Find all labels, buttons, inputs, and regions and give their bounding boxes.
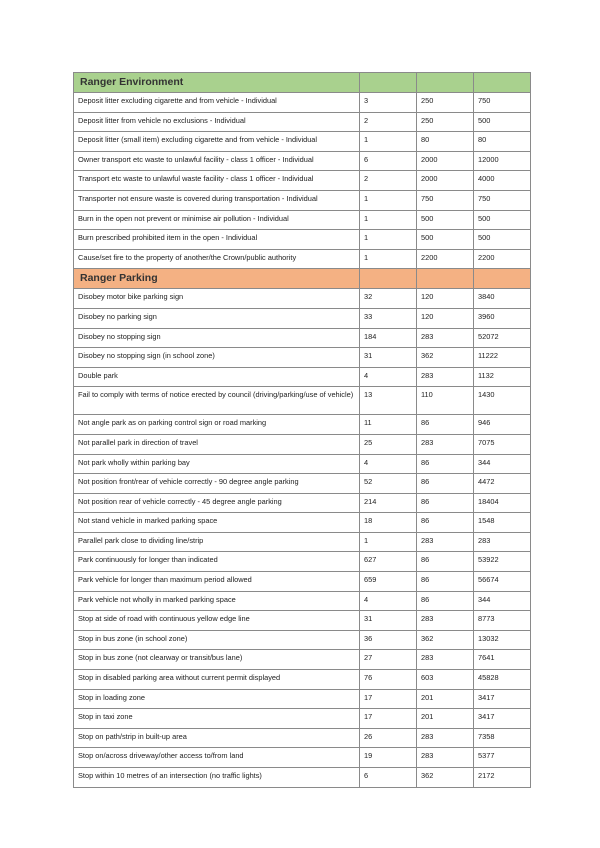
offence-description-cell: Stop on/across driveway/other access to/from land (74, 748, 360, 768)
fee-cell: 2000 (417, 171, 474, 191)
total-cell: 2200 (474, 249, 531, 269)
table-row (74, 728, 531, 748)
total-cell: 500 (474, 230, 531, 250)
fee-cell: 283 (417, 728, 474, 748)
table-row (74, 230, 531, 250)
offence-description-cell: Parallel park close to dividing line/strip (74, 532, 360, 552)
table-row (74, 171, 531, 191)
offence-description-cell: Not stand vehicle in marked parking space (74, 513, 360, 533)
total-cell: 3417 (474, 689, 531, 709)
section-header-row (74, 269, 531, 289)
count-cell: 17 (360, 709, 417, 729)
count-cell: 1 (360, 230, 417, 250)
table-row (74, 249, 531, 269)
offence-description-cell: Deposit litter (small item) excluding cigarette and from vehicle - Individual (74, 132, 360, 152)
count-cell: 627 (360, 552, 417, 572)
count-cell: 184 (360, 328, 417, 348)
table-row (74, 190, 531, 210)
fee-cell: 500 (417, 230, 474, 250)
table-row (74, 474, 531, 494)
offence-description-cell: Owner transport etc waste to unlawful facility - class 1 officer - Individual (74, 151, 360, 171)
table-row (74, 367, 531, 387)
table-row (74, 670, 531, 690)
fee-cell: 362 (417, 348, 474, 368)
fee-cell: 362 (417, 768, 474, 788)
offence-description-cell: Park vehicle for longer than maximum period allowed (74, 572, 360, 592)
total-cell: 18404 (474, 493, 531, 513)
total-cell: 283 (474, 532, 531, 552)
table-row (74, 348, 531, 368)
offence-description-cell: Cause/set fire to the property of another/the Crown/public authority (74, 249, 360, 269)
table-row (74, 308, 531, 328)
section-title: Ranger Parking (74, 269, 360, 289)
offence-description-cell: Disobey no stopping sign (in school zone) (74, 348, 360, 368)
count-cell: 6 (360, 151, 417, 171)
offence-description-cell: Park vehicle not wholly in marked parking space (74, 591, 360, 611)
offence-description-cell: Double park (74, 367, 360, 387)
offence-description-cell: Transport etc waste to unlawful waste facility - class 1 officer - Individual (74, 171, 360, 191)
fee-cell: 86 (417, 493, 474, 513)
total-cell: 4000 (474, 171, 531, 191)
total-cell: 80 (474, 132, 531, 152)
offence-description-cell: Stop in disabled parking area without current permit displayed (74, 670, 360, 690)
fee-cell: 362 (417, 630, 474, 650)
count-cell: 4 (360, 454, 417, 474)
offence-description-cell: Stop on path/strip in built-up area (74, 728, 360, 748)
count-cell: 13 (360, 387, 417, 415)
count-cell: 76 (360, 670, 417, 690)
total-cell: 1548 (474, 513, 531, 533)
table-row (74, 532, 531, 552)
total-cell: 3840 (474, 289, 531, 309)
table-row (74, 289, 531, 309)
table-row (74, 611, 531, 631)
total-cell: 1430 (474, 387, 531, 415)
offence-description-cell: Burn in the open not prevent or minimise air pollution - Individual (74, 210, 360, 230)
total-cell: 750 (474, 190, 531, 210)
table-row (74, 328, 531, 348)
offence-description-cell: Transporter not ensure waste is covered during transportation - Individual (74, 190, 360, 210)
section-header-empty-cell (474, 269, 531, 289)
offence-description-cell: Deposit litter excluding cigarette and from vehicle - Individual (74, 93, 360, 113)
fee-cell: 80 (417, 132, 474, 152)
fee-cell: 283 (417, 434, 474, 454)
total-cell: 53922 (474, 552, 531, 572)
total-cell: 7641 (474, 650, 531, 670)
fee-cell: 120 (417, 308, 474, 328)
count-cell: 31 (360, 611, 417, 631)
table-row (74, 151, 531, 171)
total-cell: 4472 (474, 474, 531, 494)
table-row (74, 748, 531, 768)
count-cell: 1 (360, 132, 417, 152)
offence-description-cell: Stop within 10 metres of an intersection (no traffic lights) (74, 768, 360, 788)
fee-cell: 86 (417, 474, 474, 494)
table-row (74, 630, 531, 650)
count-cell: 214 (360, 493, 417, 513)
table-row (74, 210, 531, 230)
fee-cell: 250 (417, 93, 474, 113)
offence-description-cell: Disobey no stopping sign (74, 328, 360, 348)
offence-description-cell: Stop at side of road with continuous yellow edge line (74, 611, 360, 631)
count-cell: 1 (360, 210, 417, 230)
count-cell: 18 (360, 513, 417, 533)
offence-description-cell: Not park wholly within parking bay (74, 454, 360, 474)
count-cell: 4 (360, 367, 417, 387)
count-cell: 33 (360, 308, 417, 328)
offence-description-cell: Not position rear of vehicle correctly - 45 degree angle parking (74, 493, 360, 513)
total-cell: 45828 (474, 670, 531, 690)
total-cell: 11222 (474, 348, 531, 368)
total-cell: 344 (474, 591, 531, 611)
offence-description-cell: Stop in bus zone (in school zone) (74, 630, 360, 650)
fee-cell: 86 (417, 591, 474, 611)
fee-cell: 86 (417, 513, 474, 533)
fee-cell: 86 (417, 454, 474, 474)
section-title: Ranger Environment (74, 73, 360, 93)
fee-cell: 283 (417, 328, 474, 348)
offence-description-cell: Deposit litter from vehicle no exclusions - Individual (74, 112, 360, 132)
total-cell: 3417 (474, 709, 531, 729)
total-cell: 3960 (474, 308, 531, 328)
section-header-empty-cell (474, 73, 531, 93)
total-cell: 8773 (474, 611, 531, 631)
count-cell: 52 (360, 474, 417, 494)
count-cell: 27 (360, 650, 417, 670)
fee-cell: 86 (417, 572, 474, 592)
fee-cell: 201 (417, 689, 474, 709)
offence-description-cell: Park continuously for longer than indicated (74, 552, 360, 572)
table-row (74, 768, 531, 788)
offence-description-cell: Burn prescribed prohibited item in the open - Individual (74, 230, 360, 250)
count-cell: 17 (360, 689, 417, 709)
offence-description-cell: Disobey no parking sign (74, 308, 360, 328)
total-cell: 56674 (474, 572, 531, 592)
table-row (74, 132, 531, 152)
table-row (74, 709, 531, 729)
fee-cell: 283 (417, 650, 474, 670)
count-cell: 36 (360, 630, 417, 650)
fee-cell: 750 (417, 190, 474, 210)
total-cell: 946 (474, 415, 531, 435)
table-row (74, 591, 531, 611)
fee-cell: 500 (417, 210, 474, 230)
table-row (74, 434, 531, 454)
count-cell: 26 (360, 728, 417, 748)
offence-description-cell: Not parallel park in direction of travel (74, 434, 360, 454)
fee-cell: 603 (417, 670, 474, 690)
fee-cell: 283 (417, 611, 474, 631)
count-cell: 2 (360, 112, 417, 132)
table-row (74, 112, 531, 132)
offence-description-cell: Not angle park as on parking control sign or road marking (74, 415, 360, 435)
fee-cell: 283 (417, 532, 474, 552)
count-cell: 32 (360, 289, 417, 309)
total-cell: 13032 (474, 630, 531, 650)
offence-description-cell: Stop in loading zone (74, 689, 360, 709)
offences-table-body (74, 73, 531, 788)
total-cell: 2172 (474, 768, 531, 788)
table-row (74, 552, 531, 572)
total-cell: 500 (474, 112, 531, 132)
table-row (74, 454, 531, 474)
table-row (74, 93, 531, 113)
fee-cell: 120 (417, 289, 474, 309)
total-cell: 344 (474, 454, 531, 474)
count-cell: 31 (360, 348, 417, 368)
count-cell: 1 (360, 532, 417, 552)
count-cell: 11 (360, 415, 417, 435)
table-row (74, 415, 531, 435)
offence-description-cell: Stop in taxi zone (74, 709, 360, 729)
section-header-empty-cell (360, 73, 417, 93)
offence-description-cell: Disobey motor bike parking sign (74, 289, 360, 309)
total-cell: 500 (474, 210, 531, 230)
fee-cell: 2000 (417, 151, 474, 171)
total-cell: 750 (474, 93, 531, 113)
section-header-empty-cell (360, 269, 417, 289)
fee-cell: 86 (417, 552, 474, 572)
total-cell: 12000 (474, 151, 531, 171)
fee-cell: 250 (417, 112, 474, 132)
section-header-empty-cell (417, 73, 474, 93)
table-row (74, 387, 531, 415)
count-cell: 4 (360, 591, 417, 611)
table-row (74, 689, 531, 709)
offences-table (73, 72, 531, 788)
count-cell: 1 (360, 249, 417, 269)
table-row (74, 493, 531, 513)
section-header-row (74, 73, 531, 93)
count-cell: 659 (360, 572, 417, 592)
count-cell: 6 (360, 768, 417, 788)
table-row (74, 572, 531, 592)
count-cell: 19 (360, 748, 417, 768)
table-row (74, 650, 531, 670)
offence-description-cell: Not position front/rear of vehicle correctly - 90 degree angle parking (74, 474, 360, 494)
total-cell: 7075 (474, 434, 531, 454)
fee-cell: 283 (417, 367, 474, 387)
count-cell: 25 (360, 434, 417, 454)
fee-cell: 86 (417, 415, 474, 435)
table-row (74, 513, 531, 533)
fee-cell: 110 (417, 387, 474, 415)
total-cell: 1132 (474, 367, 531, 387)
offence-description-cell: Fail to comply with terms of notice erected by council (driving/parking/use of vehicle) (74, 387, 360, 415)
total-cell: 5377 (474, 748, 531, 768)
count-cell: 2 (360, 171, 417, 191)
fee-cell: 283 (417, 748, 474, 768)
section-header-empty-cell (417, 269, 474, 289)
total-cell: 7358 (474, 728, 531, 748)
total-cell: 52072 (474, 328, 531, 348)
fee-cell: 2200 (417, 249, 474, 269)
fee-cell: 201 (417, 709, 474, 729)
count-cell: 3 (360, 93, 417, 113)
count-cell: 1 (360, 190, 417, 210)
offence-description-cell: Stop in bus zone (not clearway or transit/bus lane) (74, 650, 360, 670)
